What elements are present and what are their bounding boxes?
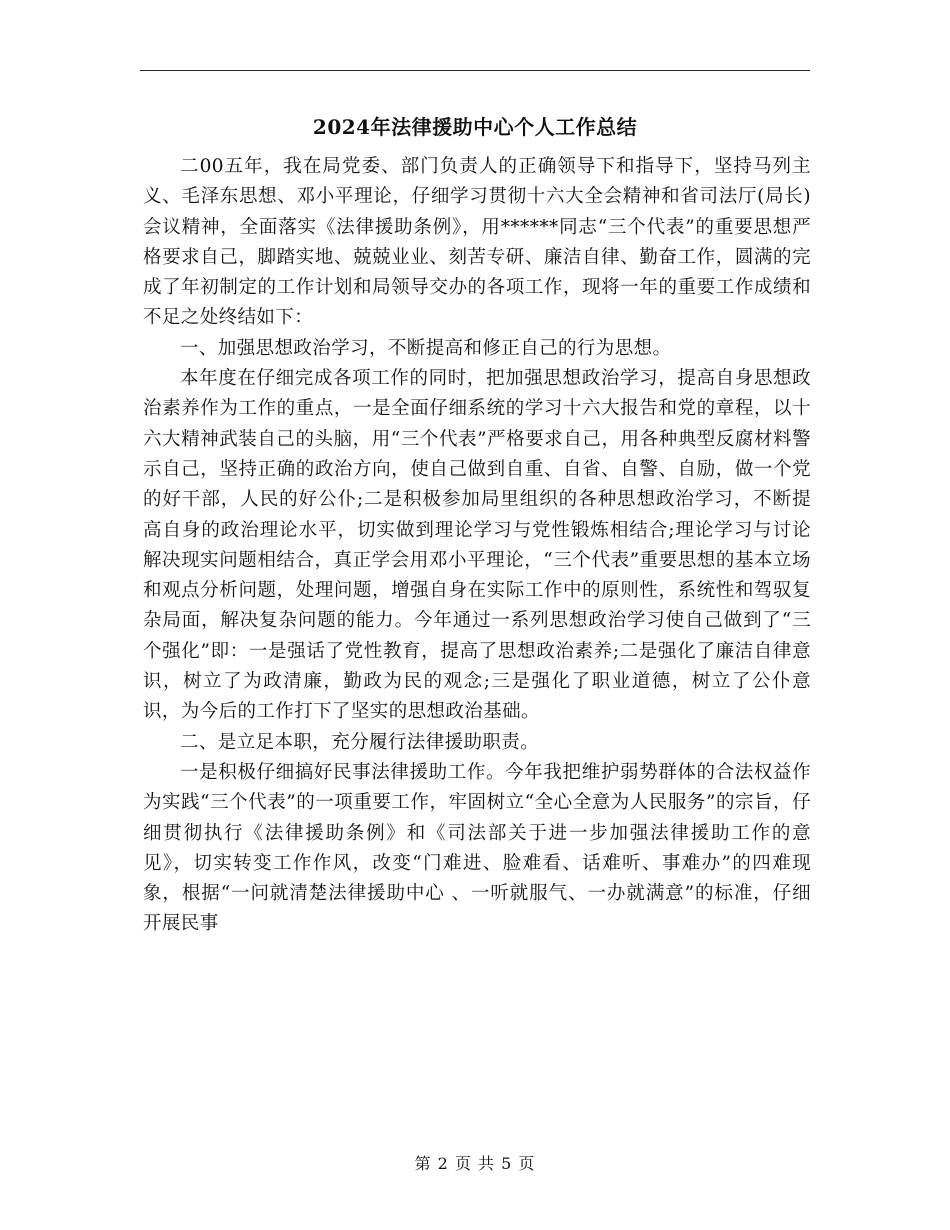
section-heading-2: 二、是立足本职，充分履行法律援助职责。 xyxy=(180,731,540,753)
document-title: 2024年法律援助中心个人工作总结 xyxy=(312,115,638,139)
section-heading-1: 一、加强思想政治学习，不断提高和修正自己的行为思想。 xyxy=(180,337,672,359)
page-number-footer: 第 2 页 共 5 页 xyxy=(414,1154,536,1173)
document-body xyxy=(143,152,811,940)
paragraph-section-2: 一是积极仔细搞好民事法律援助工作。今年我把维护弱势群体的合法权益作为实践“三个代表”的一项重要工作，牢固树立“全心全意为人民服务”的宗旨，仔细贯彻执行《法律援助条例》和《司法部关于进一步加强法律援助工作的意见》，切实转变工作作风，改变“门难进、脸难看、话难听、事难办”的四难现象，根据“一问就清楚法律援助中心 、一听就服气、一办就满意”的标准，仔细开展民事 xyxy=(143,761,811,935)
paragraph-section-1: 本年度在仔细完成各项工作的同时，把加强思想政治学习，提高自身思想政治素养作为工作的重点，一是全面仔细系统的学习十六大报告和党的章程，以十六大精神武装自己的头脑，用“三个代表”严格要求自己，用各种典型反腐材料警示自己，坚持正确的政治方向，使自己做到自重、自省、自警、自励，做一个党的好干部，人民的好公仆;二是积极参加局里组织的各种思想政治学习，不断提高自身的政治理论水平，切实做到理论学习与党性锻炼相结合;理论学习与讨论解决现实问题相结合，真正学会用邓小平理论，“三个代表”重要思想的基本立场和观点分析问题，处理问题，增强自身在实际工作中的原则性，系统性和驾驭复杂局面，解决复杂问题的能力。今年通过一系列思想政治学习使自己做到了“三个强化”即：一是强话了党性教育，提高了思想政治素养;二是强化了廉洁自律意识，树立了为政清廉，勤政为民的观念;三是强化了职业道德，树立了公仆意识，为今后的工作打下了坚实的思想政治基础。 xyxy=(143,368,811,723)
paragraph-intro: 二00五年，我在局党委、部门负责人的正确领导下和指导下，坚持马列主义、毛泽东思想、邓小平理论，仔细学习贯彻十六大全会精神和省司法厅(局长)会议精神，全面落实《法律援助条例》，用******同志“三个代表”的重要思想严格要求自己，脚踏实地、兢兢业业、刻苦专研、廉洁自律、勤奋工作，圆满的完成了年初制定的工作计划和局领导交办的各项工作，现将一年的重要工作成绩和不足之处终结如下： xyxy=(143,156,811,329)
header-rule xyxy=(140,70,810,71)
